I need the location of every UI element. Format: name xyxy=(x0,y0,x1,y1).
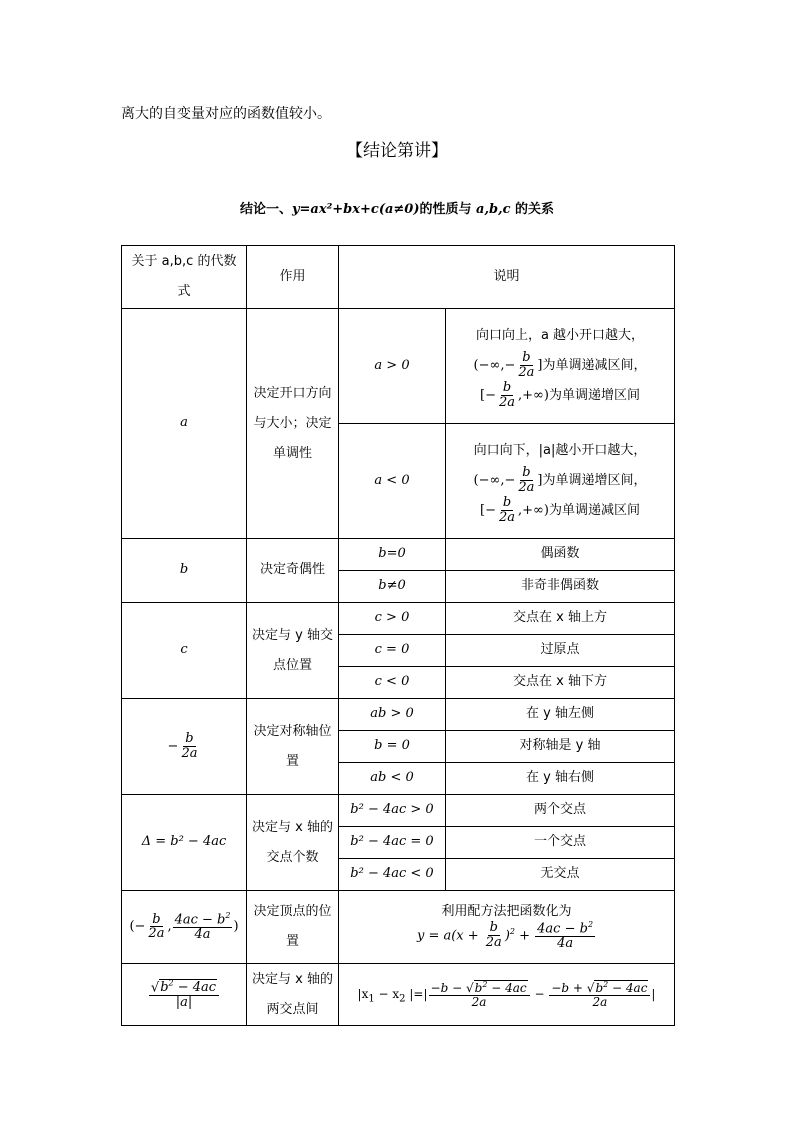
desc-axis-center: 对称轴是 y 轴 xyxy=(446,731,675,763)
row-distance xyxy=(122,964,675,1026)
cond-a-positive: a > 0 xyxy=(339,309,446,424)
desc-distance xyxy=(339,964,675,1026)
desc-delta-zero: 一个交点 xyxy=(446,827,675,859)
desc-delta-positive: 两个交点 xyxy=(446,795,675,827)
desc-b-nonzero: 非奇非偶函数 xyxy=(446,571,675,603)
caption-formula: y=ax²+bx+c(a≠0) xyxy=(291,202,420,217)
distance-fraction: $\frac{√b^2 - 4ac}{|a|}$ xyxy=(148,987,220,1002)
interval-decreasing: (−∞,− $\frac{b}{2a}$ ]为单调递减区间， xyxy=(473,350,647,381)
cond-a-negative: a < 0 xyxy=(339,424,446,539)
row-c-positive xyxy=(122,603,675,635)
header-row xyxy=(122,246,675,309)
expr-b: b xyxy=(122,539,247,603)
cond-b-zero: b=0 xyxy=(339,539,446,571)
interval-increasing-neg: (−∞,− $\frac{b}{2a}$ ]为单调递增区间， xyxy=(473,465,647,496)
expr-vertex xyxy=(122,891,247,964)
intro-text: 离大的自变量对应的函数值较小。 xyxy=(121,106,331,122)
expr-delta: Δ = b² − 4ac xyxy=(122,795,247,891)
caption-middle: 的性质与 xyxy=(419,202,477,217)
cond-b-nonzero: b≠0 xyxy=(339,571,446,603)
distance-formula: $|x_1 - x_2$ |=| $\frac{-b - √b^2 - 4ac}{2a}$ − $\frac{-b + √b^2 - 4ac}{2a}$ | xyxy=(357,979,656,1009)
cond-axis-center: b = 0 xyxy=(339,731,446,763)
cond-axis-right: ab < 0 xyxy=(339,763,446,795)
row-a-positive xyxy=(122,309,675,424)
desc-a-negative-line1: 向口向下，|a|越小开口越大， xyxy=(473,443,647,459)
role-c: 决定与 y 轴交点位置 xyxy=(247,603,339,699)
axis-fraction: − $\frac{b}{2a}$ xyxy=(167,731,198,761)
role-vertex: 决定顶点的位置 xyxy=(247,891,339,964)
desc-axis-right: 在 y 轴右侧 xyxy=(446,763,675,795)
desc-b-zero: 偶函数 xyxy=(446,539,675,571)
role-axis: 决定对称轴位置 xyxy=(247,699,339,795)
expr-a: a xyxy=(122,309,247,539)
caption-prefix: 结论一、 xyxy=(239,202,292,217)
role-delta: 决定与 x 轴的交点个数 xyxy=(247,795,339,891)
header-role: 作用 xyxy=(247,246,339,309)
table-caption xyxy=(0,198,794,217)
header-desc: 说明 xyxy=(339,246,675,309)
cond-c-negative: c < 0 xyxy=(339,667,446,699)
desc-vertex xyxy=(339,891,675,964)
expr-distance xyxy=(122,964,247,1026)
expr-axis xyxy=(122,699,247,795)
role-b: 决定奇偶性 xyxy=(247,539,339,603)
row-axis-left xyxy=(122,699,675,731)
vertex-formula: y = a(x + $\frac{b}{2a}$ )$^2$ + $\frac{4ac - b^2}{4a}$ xyxy=(416,919,594,951)
row-delta-positive xyxy=(122,795,675,827)
caption-vars: a,b,c xyxy=(476,202,511,217)
desc-a-negative xyxy=(446,424,675,539)
role-a: 决定开口方向与大小；决定单调性 xyxy=(247,309,339,539)
cond-c-positive: c > 0 xyxy=(339,603,446,635)
desc-a-positive xyxy=(446,309,675,424)
interval-decreasing-neg: [− $\frac{b}{2a}$ ,+∞)为单调递减区间 xyxy=(480,495,640,525)
cond-c-zero: c = 0 xyxy=(339,635,446,667)
interval-increasing: [− $\frac{b}{2a}$ ,+∞)为单调递增区间 xyxy=(480,380,640,410)
desc-c-positive: 交点在 x 轴上方 xyxy=(446,603,675,635)
cond-delta-zero: b² − 4ac = 0 xyxy=(339,827,446,859)
properties-table xyxy=(121,245,675,1026)
desc-delta-negative: 无交点 xyxy=(446,859,675,891)
desc-c-zero: 过原点 xyxy=(446,635,675,667)
row-b-zero xyxy=(122,539,675,571)
expr-c: c xyxy=(122,603,247,699)
desc-axis-left: 在 y 轴左侧 xyxy=(446,699,675,731)
row-vertex xyxy=(122,891,675,964)
cond-delta-negative: b² − 4ac < 0 xyxy=(339,859,446,891)
cond-axis-left: ab > 0 xyxy=(339,699,446,731)
desc-vertex-text: 利用配方法把函数化为 xyxy=(441,903,572,919)
header-expression: 关于 a,b,c 的代数式 xyxy=(122,246,247,309)
caption-suffix: 的关系 xyxy=(510,202,555,217)
desc-c-negative: 交点在 x 轴下方 xyxy=(446,667,675,699)
section-title: 【结论第讲】 xyxy=(346,141,448,161)
desc-a-positive-line1: 向口向上，a 越小开口越大， xyxy=(475,328,645,344)
cond-delta-positive: b² − 4ac > 0 xyxy=(339,795,446,827)
role-distance: 决定与 x 轴的两交点间 xyxy=(247,964,339,1026)
vertex-coordinates: (− $\frac{b}{2a}$ , $\frac{4ac - b^2}{4a}$ ) xyxy=(129,911,239,943)
